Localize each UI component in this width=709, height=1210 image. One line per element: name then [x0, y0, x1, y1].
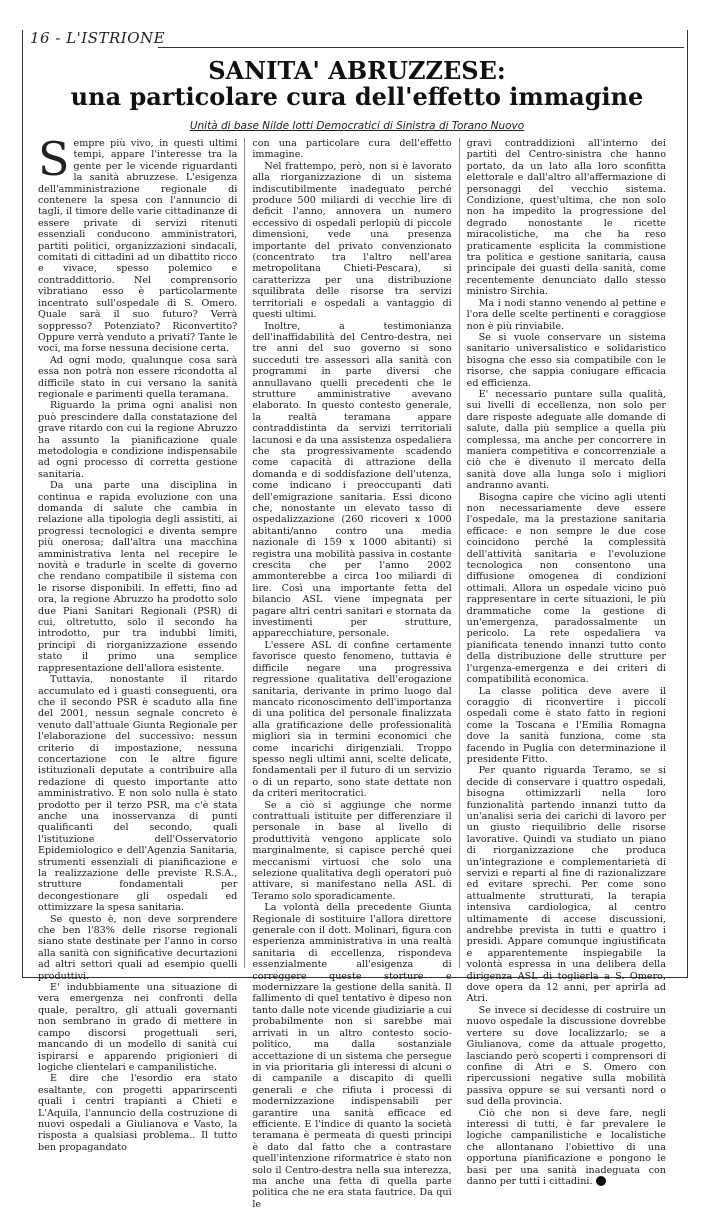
paragraph: Se si vuole conservare un sistema sanitario universalistico e solidaristico bisogna che esso sia compatibile con le risorse, che sappia coniugare efficacia ed efficienza.: [466, 331, 666, 389]
paragraph: Per quanto riguarda Teramo, se si decide di conservare i quattro ospedali, bisogna ottimizzarli nella loro funzionalità partendo innanzi tutto da un'analisi seria dei carichi di lavoro per un giusto riequilibrio delle risorse lavorative. Quindi va studiato un piano di riorganizzazione che produca un'integrazione e complementarietà di servizi e reparti al fine di razionalizzare ed evitare sprechi. Per come sono attualmente strutturati, la terapia intensiva cardiologica, al centro ultimamente di accese discussioni, andrebbe prevista in tutti e quattro i presidi. Appare comunque ingiustificata e apparentemente inspiegabile la volontà espressa in una delibera della dirigenza ASL di toglierla a S. Omero, dove opera da 12 anni, per aprirla ad Atri.: [466, 765, 666, 1005]
paragraph: L'essere ASL di confine certamente favorisce questo fenomeno, tuttavia è difficile negare una progressiva regressione qualitativa dell'erogazione sanitaria, derivante in primo luogo dal mancato riconoscimento dell'importanza di una politica del personale finalizzata alla gratificazione delle professionalità migliori sia in termini economici che come incarichi dirigenziali. Troppo spesso negli ultimi anni, scelte delicate, fondamentali per il futuro di un servizio o di un reparto, sono state dettate non da criteri meritocratici.: [252, 639, 452, 800]
paragraph: gravi contraddizioni all'interno dei partiti del Centro-sinistra che hanno portato, da un lato alla loro sconfitta elettorale e dall'altro all'affermazione di personaggi del vecchio sistema. Condizione, quest'ultima, che non solo non ha impedito la progressione del degrado nonostante le ricette miracolistiche, ma che ha reso praticamente esplicita la commistione tra politica e gestione sanitaria, causa principale dei guasti della sanità, come recentemente denunciato dallo stesso ministro Sirchia.: [466, 138, 666, 298]
title-line-1: SANITA' ABRUZZESE:: [208, 56, 506, 85]
paragraph: Da una parte una disciplina in continua e rapida evoluzione con una domanda di salute che cambia in relazione alla tipologia degli assistiti, ai progressi tecnologici e diventa sempre più onerosa; dall'altra una macchina amministrativa lenta nel recepire le novità e tradurle in scelte di governo che rendano compatibile il sistema con le risorse disponibili. In effetti, fino ad ora, la regione Abruzzo ha prodotto solo due Piani Sanitari Regionali (PSR) di cui, oltretutto, solo il secondo ha introdotto, pur tra indubbi limiti, principi di riorganizzazione essendo stato il primo una semplice rappresentazione dell'allora esistente.: [38, 480, 238, 674]
header-rule: [158, 47, 684, 48]
paragraph-text: empre più vivo, in questi ultimi tempi, appare l'interesse tra la gente per le vicende riguardanti la sanità abruzzese. L'esigenza dell'amministrazione regionale di contenere la spesa con l'annuncio di tagli, il timore delle varie cittadinanze di essere private di servizi ritenuti essenziali conducono amministratori, partiti politici, organizzazioni sindacali, comitati di cittadini ad un dibattito ricco e vivace, spesso polemico e contraddittorio. Nel comprensorio vibratiano esso è particolarmente incentrato sull'ospedale di S. Omero. Quale sarà il suo futuro? Verrà soppresso? Potenziato? Riconvertito? Oppure verrà venduto a privati? Tante le voci, ma forse nessuna decisione certa.: [38, 138, 238, 355]
paragraph: Se a ciò si aggiunge che norme contrattuali istituite per differenziare il personale in base al livello di produttività vengono applicate solo marginalmente, si capisce perché quei meccanismi virtuosi che solo una selezione qualitativa degli operatori può attivare, si manifestano nella ASL di Teramo solo sporadicamente.: [252, 799, 452, 902]
article-body: [38, 132, 666, 1210]
article-byline: Unità di base Nilde Iotti Democratici di Sinistra di Torano Nuovo: [189, 120, 525, 132]
paragraph: Riguardo la prima ogni analisi non può prescindere dalla constatazione del grave ritardo con cui la regione Abruzzo ha assunto la pianificazione quale metodologia e condizione indispensabile ad ogni processo di corretta gestione sanitaria.: [38, 400, 238, 480]
column-divider: [244, 138, 245, 968]
paragraph: [38, 132, 238, 355]
paragraph: Tuttavia, nonostante il ritardo accumulato ed i guasti conseguenti, ora che il secondo PSR è scaduto alla fine del 2001, nessun segnale concreto è venuto dall'attuale Giunta Regionale per l'elaborazione del successivo: nessun criterio di impostazione, nessuna concertazione con le altre figure istituzionali deputate a contribuire alla redazione di questo importante atto amministrativo. E non solo nulla è stato prodotto per il terzo PSR, ma c'è stata anche una inosservanza di punti qualificanti del secondo, quali l'istituzione dell'Osservatorio Epidemiologico e dell'Agenzia Sanitaria, strumenti essenziali di pianificazione e la realizzazione delle previste R.S.A., strutture fondamentali per decongestionare gli ospedali ed ottimizzare la spesa sanitaria.: [38, 674, 238, 914]
article-title: [30, 58, 684, 110]
paragraph: La classe politica deve avere il coraggio di riconvertire i piccoli ospedali come è stato fatto in regioni come la Toscana e l'Emilia Romagna dove la sanità funziona, come sta facendo in Puglia con determinazione il presidente Fitto.: [466, 685, 666, 765]
page-header: [30, 29, 684, 49]
paragraph: E' indubbiamente una situazione di vera emergenza nei confronti della quale, peraltro, gli attuali governanti non sembrano in grado di mettere in campo discorsi progettuali seri, mancando di un modello di sanità cui ispirarsi e apparendo prigionieri di logiche clientelari e campanilistiche.: [38, 982, 238, 1073]
paragraph: E dire che l'esordio era stato esaltante, con progetti apparirscenti quali i centri trapianti a Chieti e L'Aquila, l'annuncio della costruzione di nuovi ospedali a Giulianova e Vasto, la risposta a qualsiasi problema.. Il tutto ben propagandato: [38, 1073, 238, 1153]
paragraph: Inoltre, a testimonianza dell'inaffidabilità del Centro-destra, nei tre anni del suo governo si sono succeduti tre assessori alla sanità con programmi in parte diversi che annullavano quelli precedenti che le strutture amministrative avevano elaborato. In questo contesto generale, la realtà teramana appare contraddistinta da servizi territoriali lacunosi e da una assistenza ospedaliera che sta progressivamente scadendo come capacità di attrazione della domanda e di soddisfazione dell'utenza, come indicano i preoccupanti dati dell'emigrazione sanitaria. Essi dicono che, nonostante un elevato tasso di ospedalizzazione (260 ricoveri x 1000 abitanti/anno contro una media nazionale di 159 x 1000 abitanti) si registra una mobilità passiva in costante crescita che per l'anno 2002 ammonterebbe a circa 1oo miliardi di lire. Così una importante fetta del bilancio ASL viene impegnata per pagare altri centri sanitari e stornata da investimenti per strutture, apparecchiature, personale.: [252, 320, 452, 640]
drop-cap: S: [38, 132, 70, 186]
paragraph: Ciò che non si deve fare, negli interessi di tutti, è far prevalere le logiche campanilistiche e localistiche che allontanano l'obiettivo di una opportuna pianificazione e pongono le basi per una sanità inadeguata con danno per tutti i cittadini. L: [466, 1107, 666, 1187]
page-number-label: 16 - L'ISTRIONE: [30, 29, 166, 47]
paragraph: Bisogna capire che vicino agli utenti non necessariamente deve essere l'ospedale, ma la prestazione sanitaria efficace: e non sempre le due cose coincidono perché la complessità dell'attività sanitaria e l'evoluzione tecnologica non consentono una diffusione omogenea di condizioni ottimali. Allora un ospedale vicino può rappresentare in certe situazioni, le più drammatiche come la gestione di un'emergenza, paradossalmente un pericolo. La rete ospedaliera va pianificata tenendo innanzi tutto conto della distribuzione delle strutture per l'urgenza-emergenza e dei criteri di compatibilità economica.: [466, 491, 666, 686]
paragraph: Ma i nodi stanno venendo al pettine e l'ora delle scelte pertinenti e coraggiose non è più rinviabile.: [466, 297, 666, 332]
article-column-2: [252, 138, 452, 1210]
paragraph: E' necessario puntare sulla qualità, sui livelli di eccellenza, non solo per dare risposte adeguate alle domande di salute, dalla più semplice a quella più complessa, ma anche per concorrere in maniera competitiva e concorrenziale a ciò che è divenuto il mercato della sanità dove alla lunga solo i migliori andranno avanti.: [466, 388, 666, 492]
paragraph: Nel frattempo, però, non si è lavorato alla riorganizzazione di un sistema indiscutibilmente inadeguato perché produce 500 miliardi di vecchie lire di deficit l'anno, annovera un numero eccessivo di ospedali perlopiù di piccole dimensioni, vede una presenza importante del privato convenzionato (concentrato tra l'altro nell'area metropolitana Chieti-Pescara), si caratterizza per una distribuzione squilibrata delle risorse tra servizi territoriali e ospedali a vantaggio di questi ultimi.: [252, 160, 452, 321]
article-column-1: [38, 132, 238, 1153]
end-mark-icon: L: [596, 1176, 606, 1186]
paragraph: Ad ogni modo, qualunque cosa sarà essa non potrà non essere ricondotta al difficile stato in cui versano la sanità regionale e parimenti quella teramana.: [38, 354, 238, 400]
paragraph: Se questo è, non deve sorprendere che ben l'83% delle risorse regionali siano state destinate per l'anno in corso alla sanità con significative decurtazioni ad altri settori quali ad esempio quelli produttivi.: [38, 913, 238, 982]
paragraph: Se invece si decidesse di costruire un nuovo ospedale la discussione dovrebbe vertere su dove localizzarlo; se a Giulianova, come da attuale progetto, lasciando però scoperti i comprensori di confine di Atri e S. Omero con ripercussioni negative sulla mobilità passiva oppure se sui versanti nord o sud della provincia.: [466, 1004, 666, 1108]
column-divider: [459, 138, 460, 968]
paragraph: con una particolare cura dell'effetto immagine.: [252, 138, 452, 161]
paragraph: La volontà della precedente Giunta Regionale di sostituire l'allora direttore generale con il dott. Molinari, figura con esperienza amministrativa in una realtà sanitaria di eccellenza, rispondeva essenzialmente all'esigenza di correggere queste storture e modernizzare la gestione della sanità. Il fallimento di quel tentativo è dipeso non tanto dalle note vicende giudiziarie a cui probabilmente non si sarebbe mai arrivati in un altro contesto socio-politico, ma dalla sostanziale accettazione di un sistema che persegue in via prioritaria gli interessi di alcuni o di campanile a discapito di quelli generali e che rifiuta i processi di modernizzazione indispensabili per garantire una sanità efficace ed efficiente. E l'indice di quanto la società teramana è permeata di questi principi è dato dal fatto che a contrastare quell'intenzione riformatrice è stato non solo il Centro-destra nella sua interezza, ma anche una fetta di quella parte politica che ne era stata fautrice. Da qui le: [252, 902, 452, 1210]
title-line-2: una particolare cura dell'effetto immagine: [70, 82, 644, 111]
article-column-3: [466, 138, 666, 1187]
